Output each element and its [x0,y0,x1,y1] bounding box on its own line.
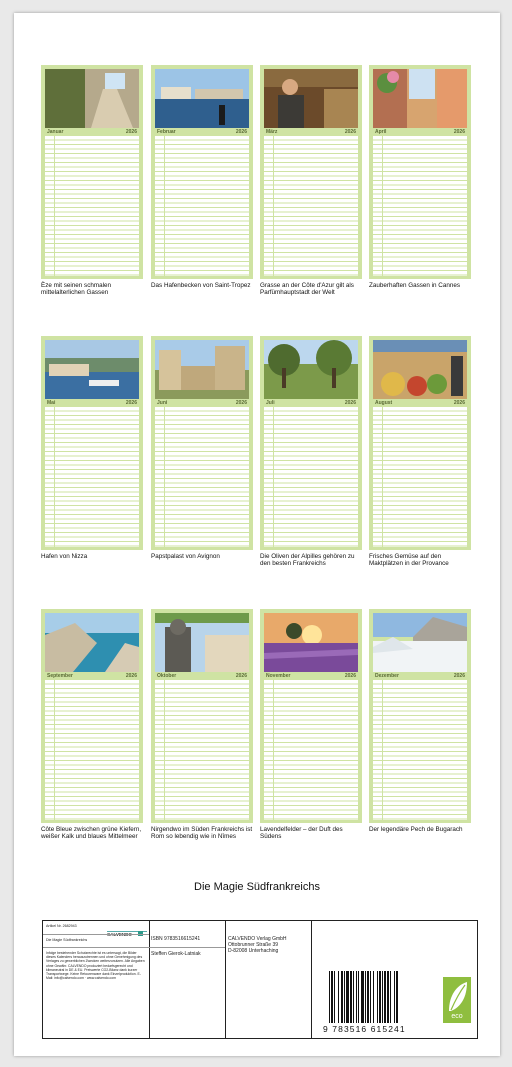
month-name: September [47,673,73,679]
planner-grid [45,136,139,276]
info-barcode-column [311,921,477,1038]
month-name: Februar [157,129,176,135]
planner-grid [45,407,139,547]
info-isbn-column [149,921,226,1038]
publisher-name: CALVENDO Verlag GmbH [228,936,287,942]
month-year: 2026 [344,673,356,679]
month-frame [260,65,362,279]
month-year: 2026 [125,673,137,679]
month-photo [155,340,249,399]
month-photo [264,340,358,399]
month-name: Januar [47,129,64,135]
month-year: 2026 [125,400,137,406]
planner-grid [155,407,249,547]
month-name: März [266,129,278,135]
month-name: Oktober [157,673,177,679]
month-photo [45,613,139,672]
month-frame [369,609,471,823]
publisher-street: Ottobrunner Straße 39 [228,942,279,948]
planner-grid [45,680,139,820]
month-name: Mai [47,400,56,406]
month-photo [155,69,249,128]
month-frame [260,609,362,823]
month-photo [45,340,139,399]
info-panel [42,920,478,1039]
article-number: Artikel Nr. 2682943 [46,924,77,928]
month-photo [264,69,358,128]
calvendo-logo [107,923,147,937]
month-year: 2026 [125,129,137,135]
calendar-sheet [14,13,500,1056]
month-frame [41,336,143,550]
month-caption: Èze mit seinen schmalen mittelalterlichen Gassen [41,282,111,297]
publisher-city: D-82008 Unterhaching [228,948,279,954]
month-year: 2026 [453,673,465,679]
month-caption: Frisches Gemüse auf den Maktplätzen in der Provance [369,553,449,568]
month-year: 2026 [344,400,356,406]
month-frame [41,65,143,279]
month-caption: Das Hafenbecken von Saint-Tropez [151,282,251,289]
month-caption: Hafen von Nizza [41,553,88,560]
month-photo [264,613,358,672]
month-caption: Nirgendwo im Süden Frankreichs ist Rom so lebendig wie in Nîmes [151,826,253,841]
info-publisher-column [225,921,312,1038]
month-name: April [375,129,387,135]
author: Steffen Gierok-Latniak [151,951,201,957]
product-title: Die Magie Südfrankreichs [46,938,88,942]
month-frame [369,336,471,550]
month-name: November [266,673,291,679]
calvendo-logo-text: CALVENDO [107,932,132,937]
isbn: ISBN 9783516615241 [151,936,201,942]
barcode-digits: 9 783516 615241 [323,1024,406,1034]
month-name: Juli [266,400,275,406]
planner-grid [264,407,358,547]
month-header [45,672,139,680]
month-caption: Zauberhaften Gassen in Cannes [369,282,461,289]
month-photo [373,69,467,128]
planner-grid [264,680,358,820]
month-caption: Der legendäre Pech de Bugarach [369,826,463,833]
month-frame [151,65,253,279]
month-name: Dezember [375,673,399,679]
month-header [155,128,249,136]
month-header [264,128,358,136]
month-header [373,672,467,680]
month-photo [45,69,139,128]
month-frame [260,336,362,550]
month-year: 2026 [235,400,247,406]
month-header [373,128,467,136]
month-year: 2026 [344,129,356,135]
barcode [327,971,431,1023]
month-photo [373,613,467,672]
month-header [264,399,358,407]
month-header [373,399,467,407]
month-frame [369,65,471,279]
month-year: 2026 [235,129,247,135]
month-name: Juni [157,400,168,406]
month-caption: Papstpalast von Avignon [151,553,220,560]
month-caption: Die Oliven der Alpilles gehören zu den besten Frankreichs [260,553,355,568]
month-year: 2026 [453,400,465,406]
planner-grid [264,136,358,276]
planner-grid [155,136,249,276]
month-photo [155,613,249,672]
month-year: 2026 [235,673,247,679]
planner-grid [373,136,467,276]
planner-grid [373,407,467,547]
month-caption: Grasse an der Côte d'Azur gilt als Parfümhauptstadt der Welt [260,282,354,297]
month-caption: Lavendelfelder – der Duft des Südens [260,826,343,841]
month-frame [151,336,253,550]
month-name: August [375,400,393,406]
month-header [45,128,139,136]
month-frame [41,609,143,823]
month-frame [151,609,253,823]
legal-text: Infolge bestehender Schutzrechte ist es untersagt, die Bilder dieses Kalenders herauszutrennen und ohne Genehmigung des Verlages zu gewerblichen Zwecken weiterzunutzen. Alle Angaben ohne Gewähr. CALVENDO produziert bedarfsgerecht und klimaneutral in DE & EU. Preiswerte CO2-Bilanz dank kurzer Transportwege. Keine Retourenware dank Einzelproduktion. E-Mail: info@calvendo.com · www.calvendo.com [46,951,145,981]
calendar-title: Die Magie Südfrankreichs [194,881,320,893]
month-header [264,672,358,680]
month-year: 2026 [453,129,465,135]
month-header [45,399,139,407]
month-header [155,399,249,407]
month-caption: Côte Bleue zwischen grüne Kiefern, weißer Kalk und blaues Mittelmeer [41,826,142,841]
info-left-column [43,921,150,1038]
eco-badge [443,977,471,1023]
planner-grid [373,680,467,820]
eco-label: eco [451,1013,463,1020]
month-photo [373,340,467,399]
planner-grid [155,680,249,820]
month-header [155,672,249,680]
